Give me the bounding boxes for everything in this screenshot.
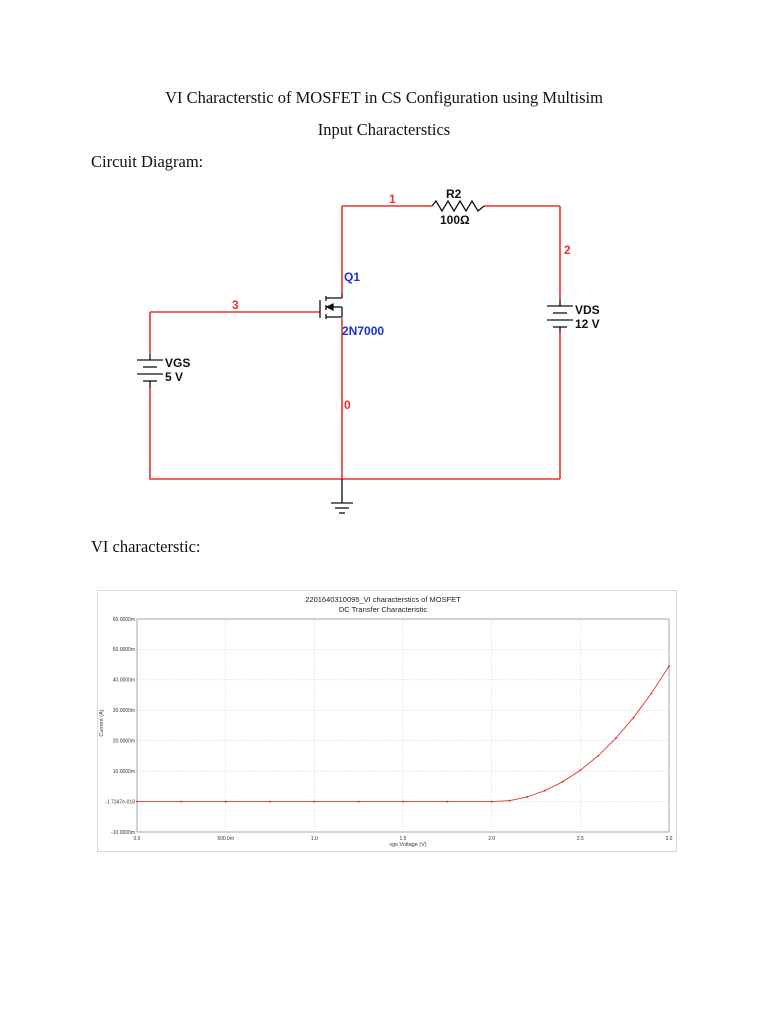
battery-vds-symbol xyxy=(547,300,573,332)
x-tick-label: 2.5 xyxy=(576,836,584,842)
data-point xyxy=(508,800,510,802)
document-subtitle: Input Characterstics xyxy=(317,120,451,139)
mosfet-symbol xyxy=(320,294,342,319)
data-point xyxy=(526,796,528,798)
chart-frame xyxy=(98,591,677,852)
x-tick-label: 2.0 xyxy=(488,836,496,842)
transistor-name-label: Q1 xyxy=(344,270,361,284)
chart-title: 2201640310095_VI characterstics of MOSFET xyxy=(305,595,461,604)
y-tick-label: -1.7347e-018 xyxy=(105,799,135,806)
x-axis-label: vgs Voltage (V) xyxy=(389,842,427,848)
data-point xyxy=(225,801,227,803)
x-tick-label: 1.5 xyxy=(399,836,407,842)
vds-name-label: VDS xyxy=(575,303,600,317)
resistor-value-label: 100Ω xyxy=(440,213,470,227)
data-point xyxy=(136,801,138,803)
x-tick-label: 0.0 xyxy=(133,836,141,842)
data-point xyxy=(402,801,404,803)
y-tick-label: 40.0000m xyxy=(112,677,135,684)
data-point xyxy=(544,790,546,792)
x-tick-label: 1.0 xyxy=(310,836,318,842)
data-point xyxy=(269,801,271,803)
data-point xyxy=(615,737,617,739)
document-title: VI Characterstic of MOSFET in CS Configuration using Multisim xyxy=(165,88,603,107)
vds-value-label: 12 V xyxy=(575,317,600,331)
data-point xyxy=(633,717,635,719)
x-tick-label: 500.0m xyxy=(217,836,235,842)
resistor-symbol xyxy=(432,201,484,211)
y-tick-label: -10.0000m xyxy=(111,829,135,836)
resistor-name-label: R2 xyxy=(446,187,462,201)
y-tick-label: 10.0000m xyxy=(112,768,135,775)
y-tick-label: 20.0000m xyxy=(112,738,135,745)
data-point xyxy=(446,801,448,803)
ground-symbol xyxy=(331,479,353,513)
y-tick-label: 30.0000m xyxy=(112,708,135,715)
node-2-label: 2 xyxy=(564,243,571,257)
battery-vgs-symbol xyxy=(137,354,163,388)
wire-node-3 xyxy=(150,312,320,354)
section-heading-vi: VI characterstic: xyxy=(91,537,201,556)
data-point xyxy=(562,781,564,783)
chart-svg xyxy=(97,590,677,852)
circuit-diagram xyxy=(0,180,768,525)
data-point xyxy=(313,801,315,803)
wire-node-0 xyxy=(150,318,560,479)
vi-characteristic-chart xyxy=(97,590,677,852)
data-point xyxy=(491,801,493,803)
section-heading-circuit: Circuit Diagram: xyxy=(91,152,204,171)
data-point xyxy=(650,693,652,695)
vgs-value-label: 5 V xyxy=(165,370,184,384)
data-point xyxy=(579,769,581,771)
x-tick-label: 3.0 xyxy=(665,836,673,842)
node-1-label: 1 xyxy=(389,192,396,206)
y-tick-label: 60.0000m xyxy=(112,616,135,623)
vgs-name-label: VGS xyxy=(165,356,191,370)
y-axis-label: Current (A) xyxy=(99,709,105,737)
data-point xyxy=(180,801,182,803)
data-point xyxy=(597,755,599,757)
transistor-model-label: 2N7000 xyxy=(342,324,385,338)
data-point xyxy=(668,665,670,667)
y-tick-label: 50.0000m xyxy=(112,647,135,654)
node-3-label: 3 xyxy=(232,298,239,312)
circuit-wires xyxy=(150,206,560,479)
data-point xyxy=(358,801,360,803)
chart-subtitle: DC Transfer Characteristic xyxy=(338,605,428,614)
node-0-label: 0 xyxy=(344,398,351,412)
